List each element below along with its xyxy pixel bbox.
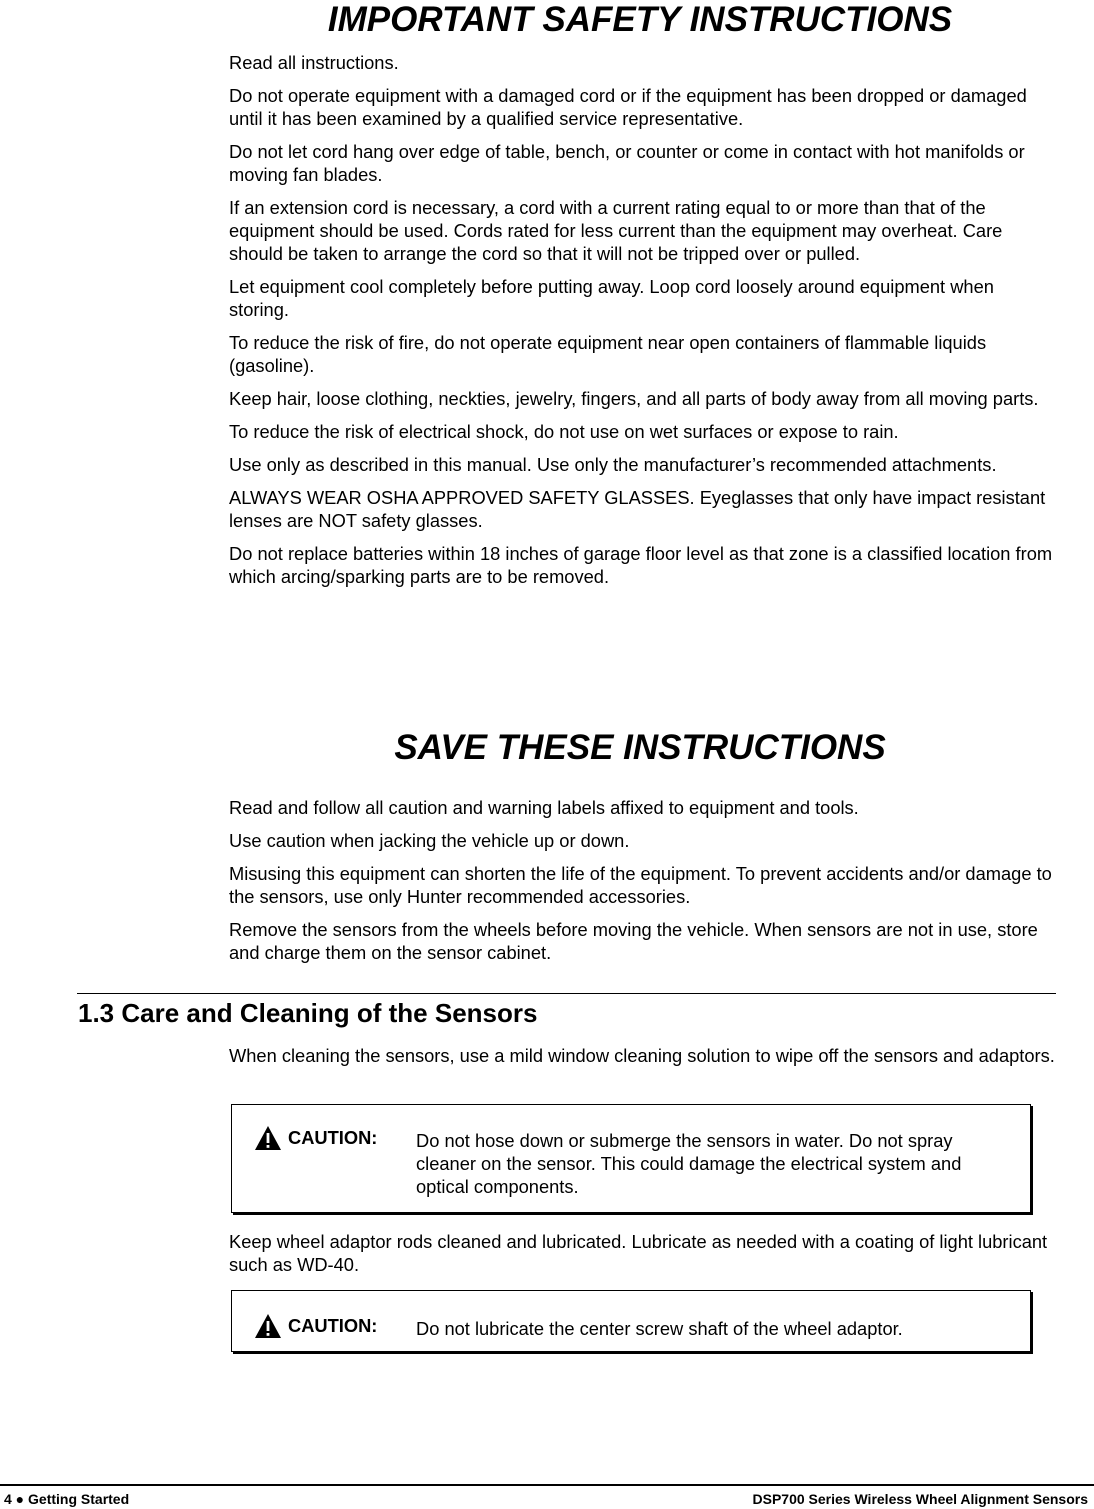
- warning-icon: [254, 1125, 282, 1151]
- footer-divider: [0, 1484, 1094, 1486]
- care-paragraph-2: [229, 1230, 1055, 1286]
- section-heading: 1.3 Care and Cleaning of the Sensors: [78, 998, 538, 1028]
- caution-box-1: [231, 1104, 1031, 1213]
- safety-item: ALWAYS WEAR OSHA APPROVED SAFETY GLASSES. Eyeglasses that only have impact resistant lenses are NOT safety glasses.: [229, 487, 1046, 531]
- caution-label-text: CAUTION:: [288, 1127, 378, 1148]
- section-divider: [77, 993, 1056, 994]
- warning-icon: [254, 1313, 282, 1339]
- safety-item: To reduce the risk of electrical shock, do not use on wet surfaces or expose to rain.: [229, 421, 899, 442]
- footer-right: DSP700 Series Wireless Wheel Alignment Sensors: [752, 1491, 1088, 1507]
- safety-list: [229, 51, 1055, 598]
- care-text: When cleaning the sensors, use a mild window cleaning solution to wipe off the sensors and adaptors.: [229, 1045, 1055, 1066]
- care-paragraph-1: [229, 1044, 1055, 1077]
- care-text: Keep wheel adaptor rods cleaned and lubricated. Lubricate as needed with a coating of light lubricant such as WD-40.: [229, 1231, 1048, 1275]
- safety-item: Do not let cord hang over edge of table, bench, or counter or come in contact with hot manifolds or moving fan blades.: [229, 141, 1025, 185]
- safety-item: Read all instructions.: [229, 52, 399, 73]
- save-item: Misusing this equipment can shorten the life of the equipment. To prevent accidents and/or damage to the sensors, use only Hunter recommended accessories.: [229, 863, 1052, 907]
- safety-item: If an extension cord is necessary, a cord with a current rating equal to or more than that of the equipment should be used. Cords rated for less current than the equipment may overheat. Care should be taken to arrange the cord so that it will not be tripped over or pulled.: [229, 197, 1003, 264]
- caution-label-text: CAUTION:: [288, 1315, 378, 1336]
- safety-item: Let equipment cool completely before putting away. Loop cord loosely around equipment when storing.: [229, 276, 994, 320]
- save-item: Remove the sensors from the wheels before moving the vehicle. When sensors are not in use, store and charge them on the sensor cabinet.: [229, 919, 1038, 963]
- caution-label: [254, 1125, 377, 1151]
- caution-box-2: [231, 1290, 1031, 1352]
- caution-text: Do not lubricate the center screw shaft of the wheel adaptor.: [416, 1318, 903, 1339]
- save-item: Read and follow all caution and warning labels affixed to equipment and tools.: [229, 797, 859, 818]
- safety-item: Use only as described in this manual. Use only the manufacturer’s recommended attachments.: [229, 454, 997, 475]
- page-footer: [4, 1490, 1088, 1508]
- safety-item: Keep hair, loose clothing, neckties, jewelry, fingers, and all parts of body away from all moving parts.: [229, 388, 1039, 409]
- save-instructions-title: SAVE THESE INSTRUCTIONS: [394, 728, 886, 767]
- footer-left: 4 ● Getting Started: [4, 1491, 130, 1507]
- caution-label: [254, 1313, 377, 1339]
- safety-item: Do not operate equipment with a damaged cord or if the equipment has been dropped or damaged until it has been examined by a qualified service representative.: [229, 85, 1027, 129]
- safety-item: Do not replace batteries within 18 inches of garage floor level as that zone is a classified location from which arcing/sparking parts are to be removed.: [229, 543, 1053, 587]
- safety-item: To reduce the risk of fire, do not operate equipment near open containers of flammable liquids (gasoline).: [229, 332, 987, 376]
- save-list: [229, 796, 1055, 974]
- caution-text: Do not hose down or submerge the sensors in water. Do not spray cleaner on the sensor. This could damage the electrical system and optical components.: [416, 1130, 962, 1197]
- safety-title: IMPORTANT SAFETY INSTRUCTIONS: [327, 0, 953, 39]
- save-item: Use caution when jacking the vehicle up or down.: [229, 830, 630, 851]
